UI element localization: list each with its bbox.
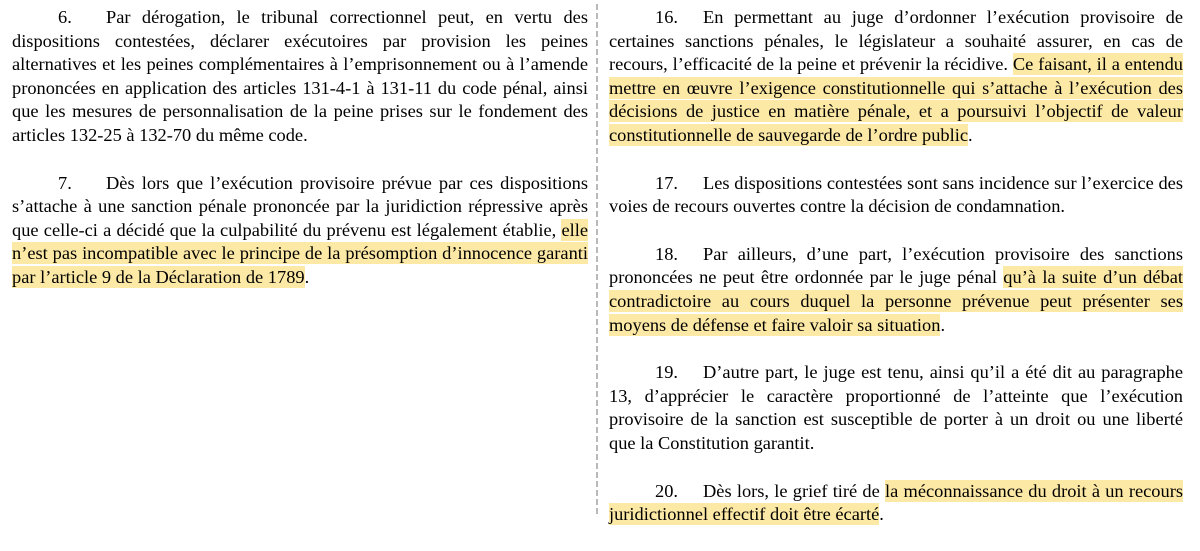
paragraph-text: Par dérogation, le tribunal correctionnel peut, en vertu des dispositions contestées, déclarer exécutoires par provision les peines alternatives et les peines complémentaires à l’emprisonnement ou à l’amende prononcées en application des articles 131-4-1 à 131-11 du code pénal, ainsi que les mesures de personnalisation de la peine prises sur le fondement des articles 132-25 à 132-70 du même code.: [12, 7, 588, 145]
paragraph-number: 7.: [58, 172, 72, 193]
left-column: [12, 6, 588, 314]
highlighted-text: elle n’est pas incompatible avec le principe de la présomption d’innocence garanti par l’article 9 de la Déclaration de 1789: [12, 219, 588, 287]
paragraph-number: 18.: [655, 243, 678, 264]
highlighted-text: Ce faisant, il a entendu mettre en œuvre l’exigence constitutionnelle qui s’attache à l’exécution des décisions de justice en matière pénale, et a poursuivi l’objectif de valeur constitutionnelle de sauvegarde de l’ordre public: [609, 54, 1183, 145]
paragraph-text: Par ailleurs, d’une part, l’exécution provisoire des sanctions prononcées ne peut être ordonnée par le juge pénal: [609, 243, 1183, 288]
paragraph-number: 19.: [655, 362, 678, 383]
paragraph-text: .: [879, 504, 884, 525]
paragraph: [609, 243, 1183, 337]
paragraph-number: 16.: [655, 7, 678, 27]
paragraph: [609, 361, 1183, 455]
paragraph-text: D’autre part, le juge est tenu, ainsi qu’il a été dit au paragraphe 13, d’apprécier le caractère proportionné de l’atteinte que l’exécution provisoire de la sanction est susceptible de porter à un droit ou une liberté que la Constitution garantit.: [609, 362, 1183, 453]
paragraph: [609, 480, 1183, 527]
column-divider: [596, 4, 598, 514]
paragraph-number: 6.: [58, 7, 72, 27]
paragraph-text: Dès lors, le grief tiré de: [703, 480, 886, 501]
paragraph: [609, 172, 1183, 219]
paragraph-text: Dès lors que l’exécution provisoire prévue par ces dispositions s’attache à une sanction pénale prononcée par la juridiction répressive après que celle-ci a décidé que la culpabilité du prévenu est légalement établie,: [12, 172, 588, 240]
paragraph-text: .: [304, 266, 310, 287]
paragraph-text: .: [968, 124, 973, 145]
paragraph: [12, 172, 588, 290]
highlighted-text: qu’à la suite d’un débat contradictoire au cours duquel la personne prévenue peut présenter ses moyens de défense et faire valoir sa situation: [609, 267, 1183, 335]
paragraph-text: En permettant au juge d’ordonner l’exécution provisoire de certaines sanctions pénales, le législateur a souhaité assurer, en cas de recours, l’efficacité de la peine et prévenir la récidive.: [609, 7, 1183, 75]
paragraph: [609, 6, 1183, 148]
paragraph-text: .: [940, 314, 946, 335]
paragraph: [12, 6, 588, 148]
paragraph-number: 20.: [655, 480, 678, 501]
highlighted-text: la méconnaissance du droit à un recours juridictionnel effectif doit être écarté: [609, 480, 1183, 525]
right-column: [609, 6, 1183, 551]
paragraph-text: Les dispositions contestées sont sans incidence sur l’exercice des voies de recours ouvertes contre la décision de condamnation.: [609, 172, 1183, 217]
paragraph-number: 17.: [655, 172, 678, 193]
